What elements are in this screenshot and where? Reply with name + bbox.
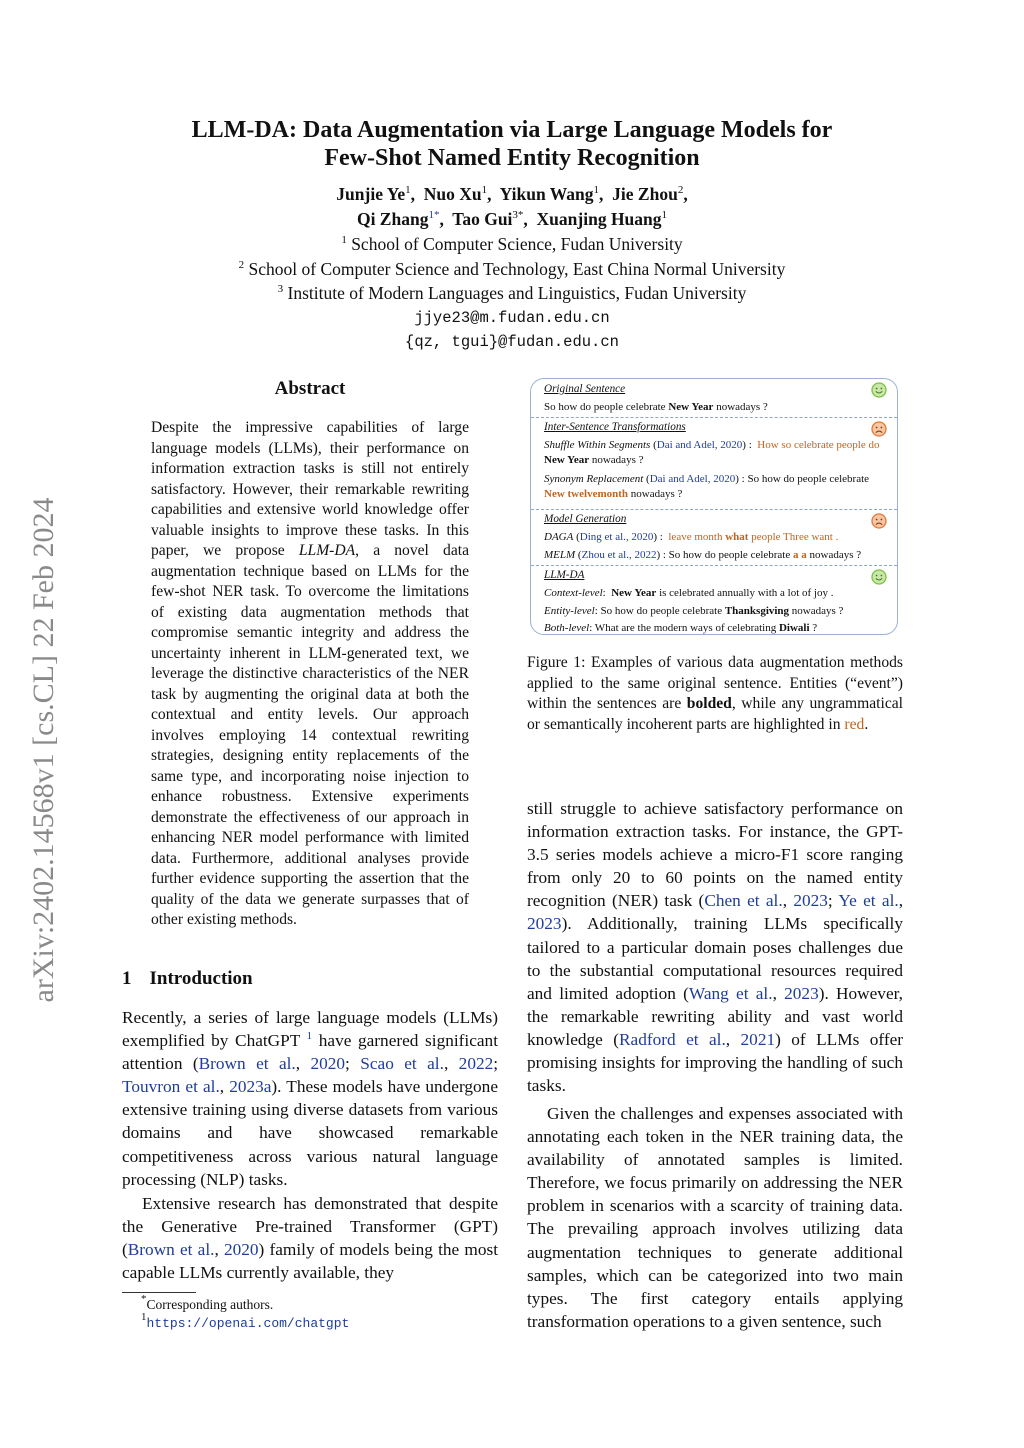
author-name: Tao Gui bbox=[452, 209, 513, 229]
figure-example: Synonym Replacement (Dai and Adel, 2020) : So how do people celebrate New twelvemonth nowadays ? bbox=[544, 473, 870, 500]
method-name: Shuffle Within Segments bbox=[544, 439, 651, 451]
author-line-1: Junjie Ye$^1$, Nuo Xu$^1$, Yikun Wang$^1$, Jie Zhou$^2$, bbox=[336, 184, 688, 204]
incoherent-text: people Three want . bbox=[748, 531, 839, 543]
sentence-text: is celebrated annually with a lot of joy . bbox=[656, 587, 834, 599]
entity: Thanksgiving bbox=[724, 605, 790, 617]
author-affil-mark: 1 bbox=[405, 184, 411, 196]
citation-link[interactable]: Chen et al. bbox=[704, 891, 783, 911]
paragraph-text: still struggle to achieve satisfactory performance on information extraction tasks. For instance, the GPT-3.5 series models achieve a micro-F1 score ranging from only 20 to 60 points on the named entity recognition (NER) task ( bbox=[527, 799, 903, 911]
author-name: Junjie Ye bbox=[336, 184, 406, 204]
citation-link[interactable]: 2022 bbox=[458, 1054, 494, 1074]
paragraph-text: ). Additionally, training LLMs specifically tailored to a particular domain poses challenges due to the substantial computational resources required and limited adoption ( bbox=[527, 914, 903, 1003]
incoherent-entity: New twelvemonth bbox=[544, 488, 629, 500]
citation-link[interactable]: Ding et al., 2020 bbox=[579, 531, 654, 543]
paragraph: Given the challenges and expenses associated with annotating each token in the NER training data, the availability of annotated samples is limited. Therefore, we focus primarily on addressing the NER problem in scenarios with a scarcity of training data. The prevailing approach involves utilizing data augmentation techniques to generate additional samples, which can be categorized into two main types. The first category entails applying transformation operations to a given sentence, such bbox=[527, 1104, 903, 1331]
footnote bbox=[141, 1311, 350, 1332]
citation-link[interactable]: Dai and Adel, 2020 bbox=[656, 439, 743, 451]
figure-sentence bbox=[544, 400, 883, 415]
citation-link[interactable]: Radford et al. bbox=[619, 1029, 726, 1049]
paragraph-text: ) family of models being the most capable LLMs currently available, they bbox=[122, 1240, 499, 1283]
method-name: LLM-DA bbox=[298, 542, 356, 559]
arxiv-identifier: arXiv:2402.14568v1 [cs.CL] 22 Feb 2024 bbox=[27, 497, 60, 1003]
author-name: Qi Zhang bbox=[356, 209, 429, 229]
sentence-text: nowadays ? bbox=[713, 401, 768, 413]
author-list bbox=[120, 182, 904, 232]
footnote-mark: * bbox=[141, 1293, 147, 1305]
paragraph-text: ) of LLMs offer promising insights for improving the handling of such tasks. bbox=[527, 1029, 903, 1096]
citation-link[interactable]: 2023a bbox=[229, 1077, 272, 1097]
happy-face-icon bbox=[871, 382, 887, 398]
method-name: MELM bbox=[544, 549, 576, 561]
affiliation-mark: 2 bbox=[238, 258, 245, 271]
paragraph-text: have garnered significant attention ( bbox=[122, 1031, 498, 1074]
method-name: DAGA bbox=[544, 531, 574, 543]
affiliation bbox=[120, 232, 904, 257]
figure-section-inter bbox=[531, 417, 897, 510]
email-list bbox=[120, 306, 904, 354]
sad-face-icon bbox=[871, 421, 887, 437]
author-name: Yikun Wang bbox=[499, 184, 594, 204]
affiliation-mark: 1 bbox=[341, 234, 347, 246]
entity: Diwali bbox=[778, 622, 810, 634]
entity: New Year bbox=[611, 587, 657, 599]
author-affil-mark: 1 bbox=[481, 184, 488, 196]
author-affil-mark: 1 bbox=[593, 184, 600, 196]
affiliation-list bbox=[120, 232, 904, 306]
caption-text: , while any ungrammatical or semantically incoherent parts are highlighted in bbox=[527, 695, 904, 733]
figure-section-llmda bbox=[531, 565, 897, 634]
figure-caption bbox=[527, 653, 903, 735]
footnote-url[interactable]: https://openai.com/chatgpt bbox=[146, 1316, 350, 1331]
footnote-text: Corresponding authors. bbox=[146, 1297, 274, 1312]
email[interactable]: jjye23@m.fudan.edu.cn bbox=[414, 309, 610, 327]
footnote-ref[interactable]: 1 bbox=[306, 1030, 313, 1043]
abstract-body bbox=[151, 418, 469, 931]
paragraph: still struggle to achieve satisfactory performance on information extraction tasks. For instance, the GPT-3.5 series models achieve a micro-F1 score ranging from only 20 to 60 points on the named entity recognition (NER) task (Chen et al., 2023; Ye et al., 2023). Additionally, training LLMs specifically tailored to a particular domain poses challenges due to the substantial computational resources required and limited adoption (Wang et al., 2023). However, the remarkable rewriting ability and vast world knowledge (Radford et al., 2021) of LLMs offer promising insights for improving the handling of such tasks. bbox=[527, 799, 904, 1096]
author-affil-mark: 3* bbox=[512, 209, 524, 221]
sentence-text: nowadays ? bbox=[628, 488, 683, 500]
caption-text: Figure 1: Examples of various data augmentation methods applied to the same original sentence. Entities (“event”) within the sentences are bbox=[527, 654, 903, 712]
author-affil-mark: 2 bbox=[677, 184, 684, 196]
caption-text: . bbox=[864, 715, 869, 733]
footnote-rule bbox=[122, 1292, 196, 1293]
sentence-text: : So how do people celebrate bbox=[738, 473, 870, 485]
citation-link[interactable]: Scao et al. bbox=[360, 1054, 444, 1074]
abstract-heading: Abstract bbox=[274, 378, 346, 399]
citation-link[interactable]: Touvron et al. bbox=[122, 1077, 220, 1097]
paragraph-text: Extensive research has demonstrated that despite the Generative Pre-trained Transformer (GPT) ( bbox=[122, 1194, 498, 1260]
sad-face-icon bbox=[871, 513, 887, 529]
figure-example bbox=[544, 621, 883, 636]
figure-example: MELM (Zhou et al., 2022) : So how do people celebrate a a nowadays ? bbox=[544, 549, 862, 561]
incoherent-text: leave month bbox=[668, 531, 726, 543]
method-name: Both-level bbox=[544, 622, 590, 634]
sentence-text: nowadays ? bbox=[806, 549, 862, 561]
sentence-text: : So how do people celebrate bbox=[660, 549, 794, 561]
affiliation bbox=[120, 257, 904, 282]
citation-link[interactable]: Dai and Adel, 2020 bbox=[649, 473, 736, 485]
figure-section-model bbox=[531, 509, 897, 566]
citation-link[interactable]: 2023 bbox=[784, 983, 819, 1003]
citation-link[interactable]: 2020 bbox=[310, 1054, 346, 1074]
sentence-text: nowadays ? bbox=[789, 605, 844, 617]
paragraph-text: ). However, the remarkable rewriting ability and vast world knowledge ( bbox=[527, 983, 903, 1049]
affiliation-text: Institute of Modern Languages and Linguistics, Fudan University bbox=[287, 283, 747, 303]
paragraph: Extensive research has demonstrated that despite the Generative Pre-trained Transformer (GPT) (Brown et al., 2020) family of models being the most capable LLMs currently available, they bbox=[122, 1194, 499, 1283]
section-label: LLM-DA bbox=[544, 569, 585, 581]
affiliation-text: School of Computer Science, Fudan University bbox=[351, 234, 683, 254]
citation-link[interactable]: Wang et al. bbox=[688, 983, 773, 1003]
sentence-text: nowadays ? bbox=[589, 454, 644, 466]
citation-link[interactable]: Brown et al. bbox=[127, 1240, 215, 1260]
method-name: Entity-level bbox=[544, 605, 595, 617]
affiliation-mark: 3 bbox=[277, 283, 284, 295]
figure-example: Shuffle Within Segments (Dai and Adel, 2020) : How so celebrate people do New Year nowadays ? bbox=[544, 439, 880, 466]
incoherent-entity: a a bbox=[793, 549, 807, 561]
section-label: Inter-Sentence Transformations bbox=[544, 421, 686, 433]
citation-link[interactable]: 2023 bbox=[793, 891, 828, 911]
citation-link[interactable]: 2021 bbox=[740, 1029, 776, 1049]
figure-section-original bbox=[531, 379, 897, 417]
citation-link[interactable]: Ye et al. bbox=[838, 891, 899, 911]
entity: New Year bbox=[544, 454, 590, 466]
author-name: Nuo Xu bbox=[423, 184, 482, 204]
sentence-text: ? bbox=[809, 622, 818, 634]
affiliation bbox=[120, 281, 904, 306]
caption-red: red bbox=[844, 715, 865, 733]
author-name: Jie Zhou bbox=[612, 184, 678, 204]
method-name: Context-level bbox=[544, 587, 603, 599]
citation-link[interactable]: 2023 bbox=[527, 914, 562, 934]
email[interactable]: {qz, tgui}@fudan.edu.cn bbox=[405, 333, 619, 351]
section-label: Model Generation bbox=[544, 513, 627, 525]
abstract-text: , a novel data augmentation technique based on LLMs for the few-shot NER task. To overcome the limitations of existing data augmentation methods that compromise semantic integrity and address the uncertainty inherent in LLM-generated text, we leverage the distinctive characteristics of the NER task by augmenting the original data at both the contextual and entity levels. Our approach involves employing 14 contextual rewriting strategies, designing entity replacements of the same type, and incorporating noise injection to enhance robustness. Extensive experiments demonstrate the effectiveness of our approach in enhancing NER model performance with limited data. Furthermore, additional analyses provide further evidence supporting the assertion that the quality of the data we generate surpasses that of other existing methods. bbox=[151, 542, 469, 928]
paper-title bbox=[120, 116, 904, 172]
figure-example: Context-level: New Year is celebrated annually with a lot of joy . bbox=[544, 587, 834, 599]
figure-example: DAGA (Ding et al., 2020) : leave month what people Three want . bbox=[544, 531, 839, 543]
title-line-2: Few-Shot Named Entity Recognition bbox=[324, 145, 700, 171]
citation-link[interactable]: 2020 bbox=[223, 1240, 259, 1260]
paragraph: Recently, a series of large language models (LLMs) exemplified by ChatGPT $^1$ have garnered significant attention (Brown et al., 2020; Scao et al., 2022; Touvron et al., 2023a). These models have undergone extensive training using diverse datasets from various domains and have showcased remarkable competitiveness across various natural language processing (NLP) tasks. bbox=[122, 1008, 499, 1189]
section-number: 1 bbox=[122, 968, 132, 989]
entity: New Year bbox=[668, 401, 714, 413]
section-label: Original Sentence bbox=[544, 383, 626, 395]
author-name: Xuanjing Huang bbox=[536, 209, 662, 229]
paragraph-text: Recently, a series of large language models (LLMs) exemplified by ChatGPT bbox=[122, 1008, 498, 1051]
sentence-text: : What are the modern ways of celebrating bbox=[589, 622, 779, 634]
citation-link[interactable]: Zhou et al., 2022 bbox=[581, 549, 657, 561]
abstract-text: Despite the impressive capabilities of large language models (LLMs), their performance on information extraction tasks is still not entirely satisfactory. However, their remarkable rewriting capabilities and extensive world knowledge offer valuable insights to improve these tasks. In this paper, we propose bbox=[151, 419, 469, 559]
figure-1 bbox=[530, 378, 898, 635]
sentence-text: : So how do people celebrate bbox=[594, 605, 725, 617]
citation-link[interactable]: Brown et al. bbox=[198, 1054, 296, 1074]
figure-example bbox=[544, 604, 883, 619]
footnote-mark: 1 bbox=[141, 1311, 147, 1323]
section-title: Introduction bbox=[149, 968, 253, 989]
sentence-text: So how do people celebrate bbox=[544, 401, 669, 413]
paragraph-text: ). These models have undergone extensive training using diverse datasets from various domains and have showcased remarkable competitiveness across various natural language processing (NLP) tasks. bbox=[122, 1077, 498, 1189]
section-heading bbox=[122, 968, 253, 990]
author-affil-mark: 1 bbox=[661, 209, 668, 221]
affiliation-text: School of Computer Science and Technology, East China Normal University bbox=[248, 258, 786, 279]
incoherent-entity: what bbox=[725, 531, 749, 543]
author-affil-mark: 1* bbox=[428, 209, 440, 221]
method-name: Synonym Replacement bbox=[544, 473, 644, 485]
incoherent-text: How so celebrate people do bbox=[757, 439, 880, 451]
happy-face-icon bbox=[871, 569, 887, 585]
footnote bbox=[141, 1293, 274, 1313]
title-line-1: LLM-DA: Data Augmentation via Large Language Models for bbox=[191, 117, 833, 143]
author-line-2: Qi Zhang$^{1*}$, Tao Gui$^{3*}$, Xuanjing Huang$^1$ bbox=[356, 209, 668, 229]
caption-bold: bolded bbox=[686, 695, 732, 712]
